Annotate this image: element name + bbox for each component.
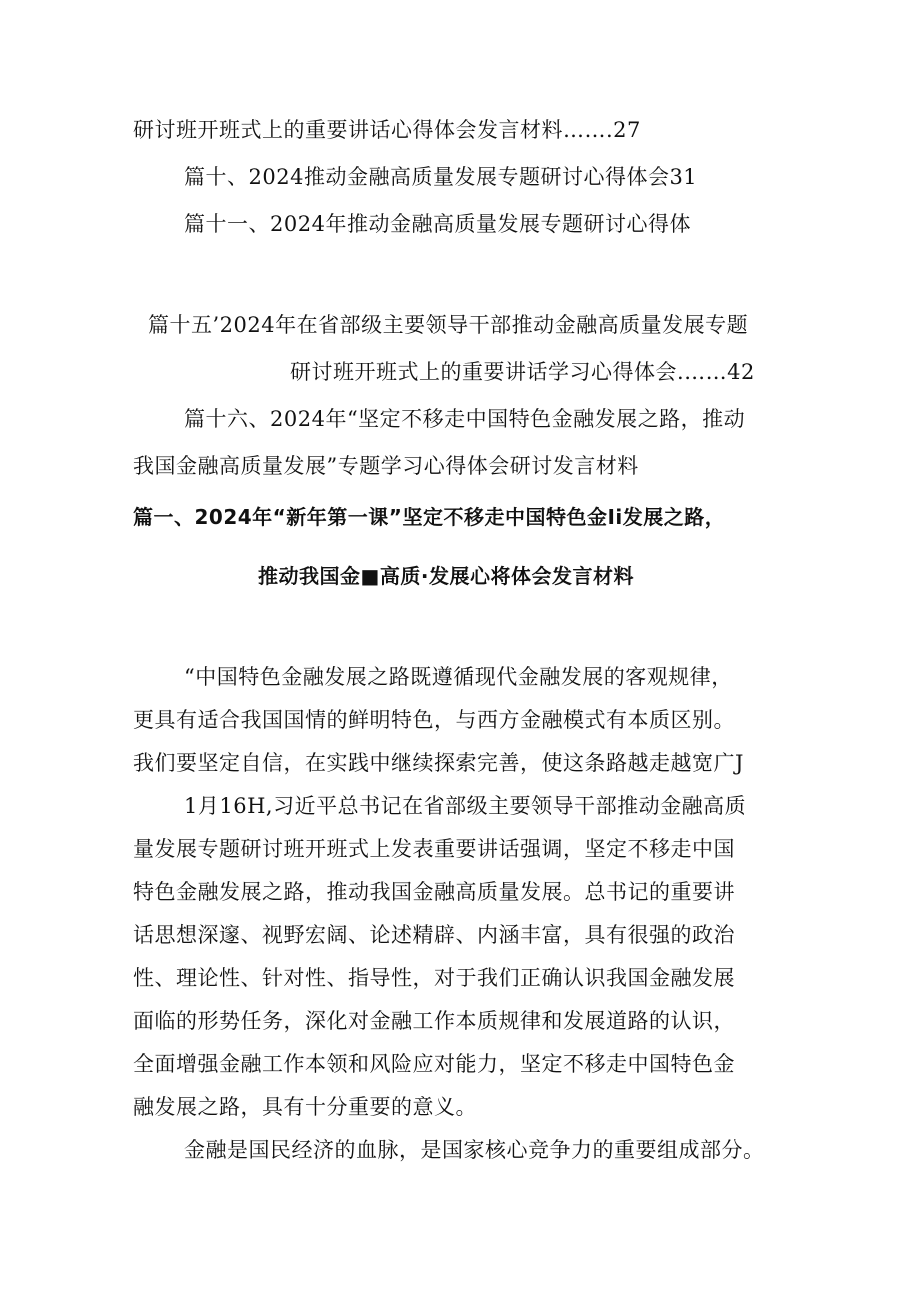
toc-entry-line: 我国金融高质量发展”专题学习心得体会研讨发言材料 bbox=[133, 454, 639, 478]
body-text-line: 特色金融发展之路，推动我国金融高质量发展。总书记的重要讲 bbox=[133, 880, 735, 904]
article-title-line-2: 推动我国金■高质·发展心将体会发言材料 bbox=[258, 564, 634, 588]
toc-entry-line: 篇十五’2024年在省部级主要领导干部推动金融高质量发展专题 bbox=[148, 313, 749, 337]
body-text-line: 量发展专题研讨班开班式上发表重要讲话强调，坚定不移走中国 bbox=[133, 837, 735, 861]
body-text-line: 全面增强金融工作本领和风险应对能力，坚定不移走中国特色金 bbox=[133, 1052, 735, 1076]
body-text-line: 面临的形势任务，深化对金融工作本质规律和发展道路的认识， bbox=[133, 1009, 735, 1033]
body-text-line: “中国特色金融发展之路既遵循现代金融发展的客观规律， bbox=[184, 665, 733, 689]
body-text-line: 1月16H,习近平总书记在省部级主要领导干部推动金融高质 bbox=[184, 794, 747, 818]
body-text-line: 我们要坚定自信，在实践中继续探索完善，使这条路越走越宽广J bbox=[133, 751, 744, 775]
toc-entry-line: 篇十一、2024年推动金融高质量发展专题研讨心得体 bbox=[184, 212, 691, 236]
toc-entry-line: 篇十六、2024年“坚定不移走中国特色金融发展之路，推动 bbox=[184, 407, 746, 431]
body-text-line: 金融是国民经济的血脉，是国家核心竞争力的重要组成部分。 bbox=[184, 1138, 765, 1162]
toc-entry-line: 研讨班开班式上的重要讲话学习心得体会.……42 bbox=[290, 360, 755, 384]
toc-entry-line: 研讨班开班式上的重要讲话心得体会发言材料…….27 bbox=[133, 118, 641, 142]
body-text-line: 更具有适合我国国情的鲜明特色，与西方金融模式有本质区别。 bbox=[133, 708, 735, 732]
body-text-line: 话思想深邃、视野宏阔、论述精辟、内涵丰富，具有很强的政治 bbox=[133, 923, 735, 947]
toc-entry-line: 篇十、2024推动金融高质量发展专题研讨心得体会31 bbox=[184, 165, 698, 189]
body-text-line: 融发展之路，具有十分重要的意义。 bbox=[133, 1095, 477, 1119]
article-title-line-1: 篇一、2024年“新年第一课”坚定不移走中国特色金Ii发展之路， bbox=[133, 505, 726, 529]
body-text-line: 性、理论性、针对性、指导性，对于我们正确认识我国金融发展 bbox=[133, 966, 735, 990]
